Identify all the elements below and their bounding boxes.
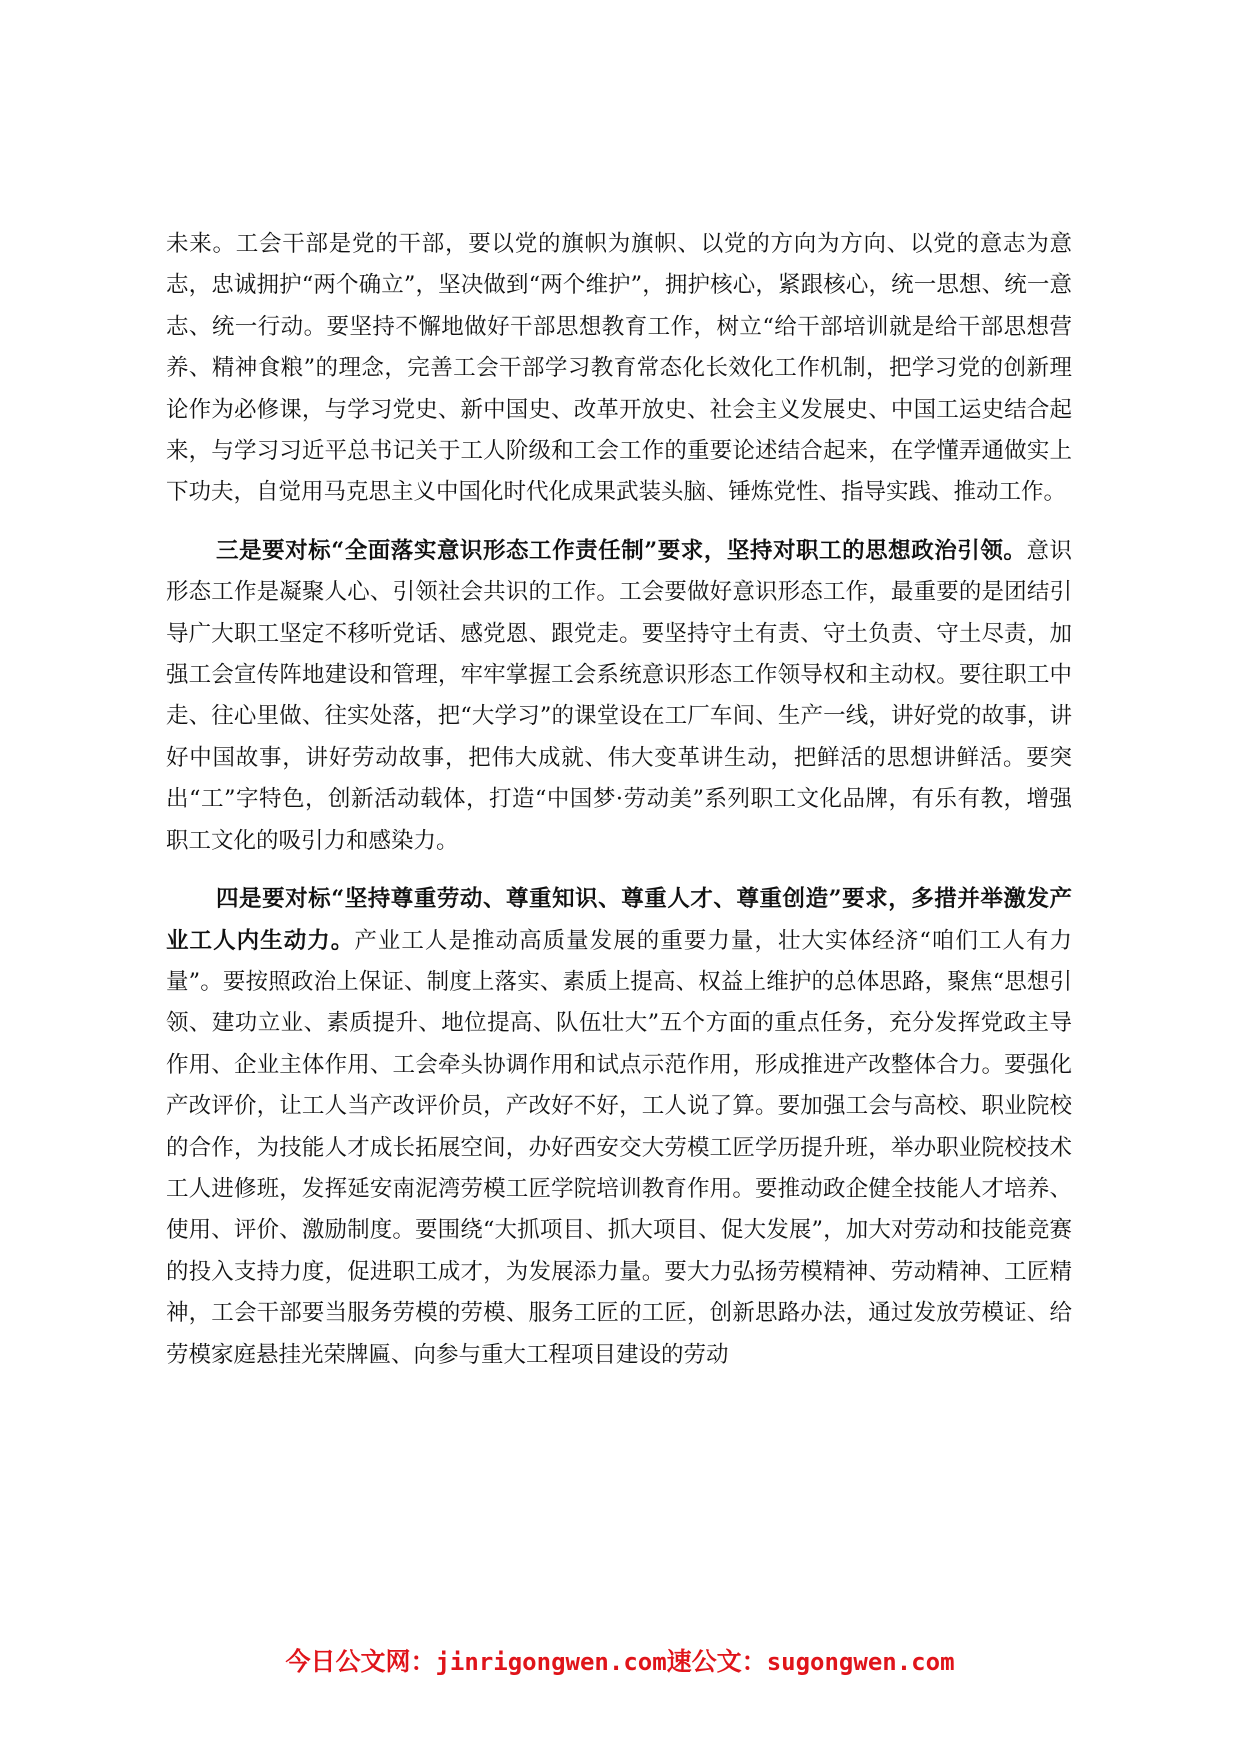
paragraph-ideology: [166, 531, 1072, 862]
paragraph-text: 意识形态工作是凝聚人心、引领社会共识的工作。工会要做好意识形态工作，最重要的是团结引导广大职工坚定不移听党话、感党恩、跟党走。要坚持守土有责、守土负责、守土尽责，加强工会宣传阵地建设和管理，牢牢掌握工会系统意识形态工作领导权和主动权。要往职工中走、往心里做、往实处落，把“大学习”的课堂设在工厂车间、生产一线，讲好党的故事，讲好中国故事，讲好劳动故事，把伟大成就、伟大变革讲生动，把鲜活的思想讲鲜活。要突出“工”字特色，创新活动载体，打造“中国梦·劳动美”系列职工文化品牌，有乐有教，增强职工文化的吸引力和感染力。: [166, 537, 1072, 854]
paragraph-continuation: [166, 224, 1072, 514]
footer-site1-url[interactable]: jinrigongwen.com: [435, 1648, 667, 1676]
paragraph-text: 未来。工会干部是党的干部，要以党的旗帜为旗帜、以党的方向为方向、以党的意志为意志，忠诚拥护“两个确立”，坚决做到“两个维护”，拥护核心，紧跟核心，统一思想、统一意志、统一行动。要坚持不懈地做好干部思想教育工作，树立“给干部培训就是给干部思想营养、精神食粮”的理念，完善工会干部学习教育常态化长效化工作机制，把学习党的创新理论作为必修课，与学习党史、新中国史、改革开放史、社会主义发展史、中国工运史结合起来，与学习习近平总书记关于工人阶级和工会工作的重要论述结合起来，在学懂弄通做实上下功夫，自觉用马克思主义中国化时代化成果武装头脑、锤炼党性、指导实践、推动工作。: [166, 231, 1072, 506]
document-body: [166, 224, 1072, 1376]
paragraph-industrial-workers: [166, 879, 1072, 1376]
footer-site2-name: 速公文：: [666, 1647, 767, 1676]
footer-site1-name: 今日公文网：: [285, 1647, 436, 1676]
paragraph-text: 产业工人是推动高质量发展的重要力量，壮大实体经济“咱们工人有力量”。要按照政治上保证、制度上落实、素质上提高、权益上维护的总体思路，聚焦“思想引领、建功立业、素质提升、地位提高、队伍壮大”五个方面的重点任务，充分发挥党政主导作用、企业主体作用、工会牵头协调作用和试点示范作用，形成推进产改整体合力。要强化产改评价，让工人当产改评价员，产改好不好，工人说了算。要加强工会与高校、职业院校的合作，为技能人才成长拓展空间，办好西安交大劳模工匠学历提升班，举办职业院校技术工人进修班，发挥延安南泥湾劳模工匠学院培训教育作用。要推动政企健全技能人才培养、使用、评价、激励制度。要围绕“大抓项目、抓大项目、促大发展”，加大对劳动和技能竞赛的投入支持力度，促进职工成才，为发展添力量。要大力弘扬劳模精神、劳动精神、工匠精神，工会干部要当服务劳模的劳模、服务工匠的工匠，创新思路办法，通过发放劳模证、给劳模家庭悬挂光荣牌匾、向参与重大工程项目建设的劳动: [166, 927, 1072, 1368]
footer-site2-url[interactable]: sugongwen.com: [766, 1648, 955, 1676]
paragraph-lead: 四是要对标“坚持尊重劳动、尊重知识、尊重人才、尊重创造”要求，多措并举激发产业工人内生动力。: [166, 886, 1072, 954]
paragraph-lead: 三是要对标“全面落实意识形态工作责任制”要求，坚持对职工的思想政治引领。: [216, 537, 1027, 564]
footer-watermark: [0, 1642, 1240, 1678]
